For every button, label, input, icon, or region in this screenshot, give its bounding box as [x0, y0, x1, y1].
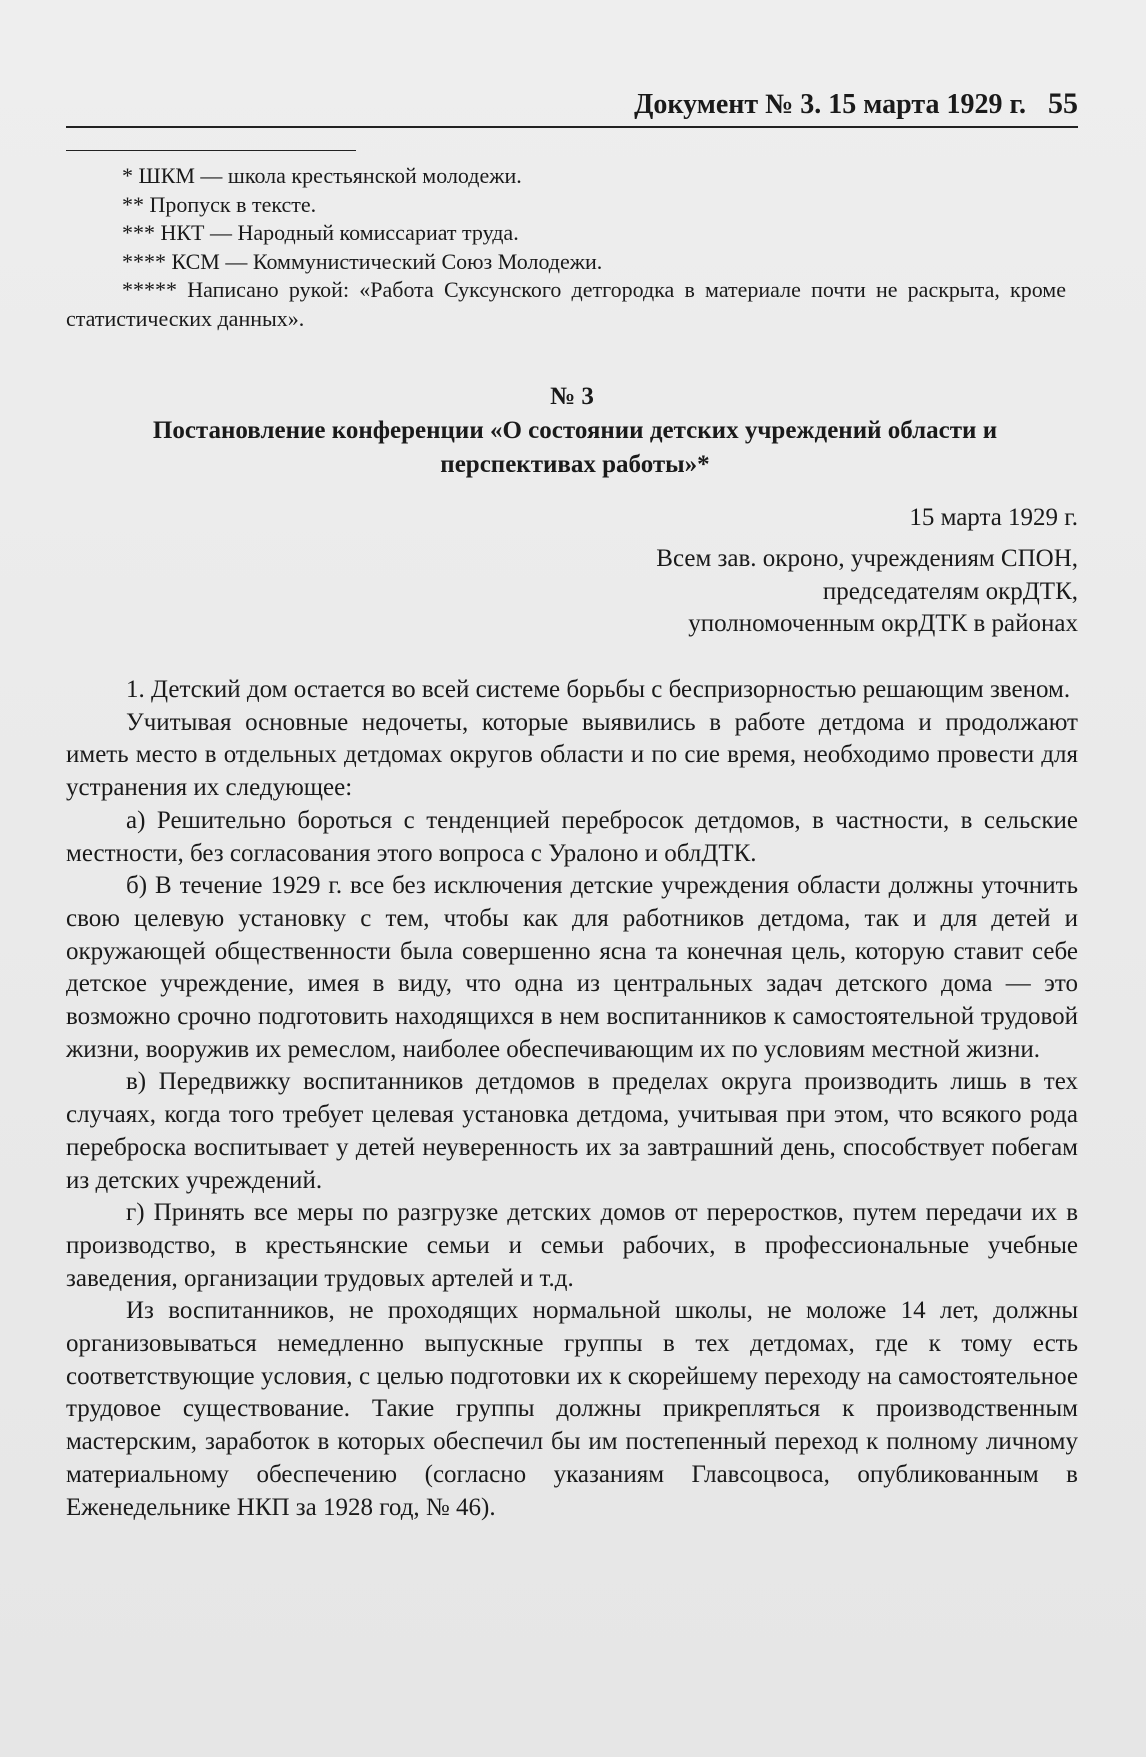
body-paragraph: г) Принять все меры по разгрузке детских домов от переростков, путем передачи их в производство, в крестьянские семьи и семьи рабочих, в профессиональные учебные заведения, организации трудовых артелей и т.д. — [66, 1199, 1078, 1292]
addressees — [66, 543, 1078, 641]
footnote: ***** Написано рукой: «Работа Суксунского детгородка в материале почти не раскрыта, кроме статистических данных». — [66, 277, 1066, 331]
header-rule — [66, 126, 1078, 128]
body-paragraph: Учитывая основные недочеты, которые выявились в работе детдома и продолжают иметь место в отдельных детдомах округов области и по сие время, необходимо провести для устранения их следующее: — [66, 708, 1078, 802]
body-paragraph: а) Решительно бороться с тенденцией перебросок детдомов, в частности, в сельские местности, без согласования этого вопроса с Уралоно и облДТК. — [66, 806, 1078, 867]
addressee-line: уполномоченным окрДТК в районах — [688, 610, 1078, 637]
body-paragraph: Из воспитанников, не проходящих нормальной школы, не моложе 14 лет, должны организовываться немедленно выпускные группы в тех детдомах, где к тому есть соответствующие условия, с целью подготовки их к скорейшему переходу на самостоятельное трудовое существование. Такие группы должны прикрепляться к производственным мастерским, заработок в которых обеспечил бы им постепенный переход к полному личному материальному обеспечению (согласно указаниям Главсоцвоса, опубликованным в Еженедельнике НКП за 1928 год, № 46). — [66, 1297, 1078, 1521]
document-number: № 3 — [550, 383, 594, 410]
footnotes — [66, 162, 1066, 333]
running-title: Документ № 3. 15 марта 1929 г. — [634, 89, 1026, 120]
footnote: *** НКТ — Народный комиссариат труда. — [122, 220, 519, 245]
body-paragraph: в) Передвижку воспитанников детдомов в пределах округа производить лишь в тех случаях, когда того требует целевая установка детдома, учитывая при этом, что всякого рода переброска воспитывает у детей неуверенность их за завтрашний день, способствует побегам из детских учреждений. — [66, 1068, 1078, 1194]
running-header — [66, 82, 1078, 126]
footnote: **** КСМ — Коммунистический Союз Молодежи. — [122, 248, 603, 274]
addressee-line: Всем зав. окроно, учреждениям СПОН, — [656, 545, 1078, 572]
document-date: 15 марта 1929 г. — [909, 504, 1078, 531]
page-number: 55 — [1048, 87, 1078, 120]
footnote: ** Пропуск в тексте. — [122, 191, 317, 217]
body-paragraph: б) В течение 1929 г. все без исключения детские учреждения области должны уточнить свою целевую установку с тем, чтобы как для работников детдома, так и для детей и окружающей общественности была совершенно ясна та конечная цель, которую ставит себе детское учреждение, имея в виду, что одна из центральных задач детского дома — это возможно срочно подготовить находящихся в нем воспитанников к самостоятельной трудовой жизни, вооружив их ремеслом, наиболее обеспечивающим их по условиям местной жизни. — [66, 872, 1078, 1063]
addressee-line: председателям окрДТК, — [822, 577, 1078, 605]
document-body — [66, 674, 1078, 1524]
body-paragraph: 1. Детский дом остается во всей системе борьбы с беспризорностью решающим звеном. — [126, 676, 1071, 703]
document-title: Постановление конференции «О состоянии детских учреждений области и перспективах работы»* — [152, 417, 998, 478]
footnote: * ШКМ — школа крестьянской молодежи. — [122, 163, 522, 188]
footnote-separator — [66, 150, 356, 151]
